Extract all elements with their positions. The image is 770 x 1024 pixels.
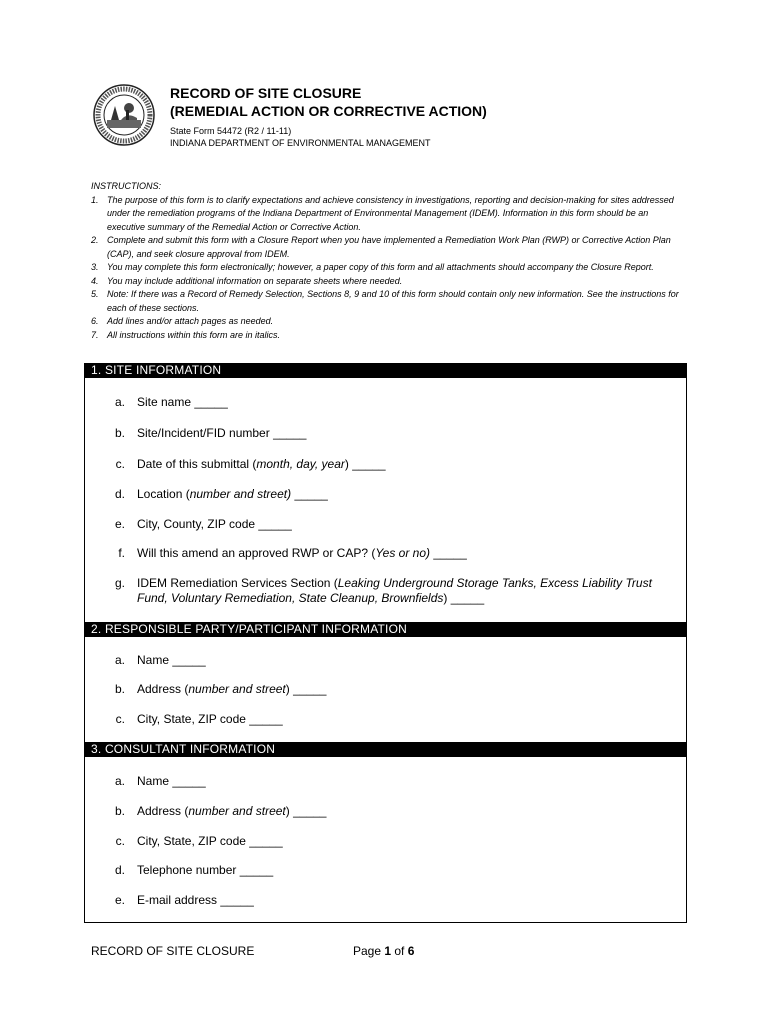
- site-id-input[interactable]: _____: [273, 426, 307, 440]
- form-title-line2: (REMEDIAL ACTION OR CORRECTIVE ACTION): [170, 103, 487, 119]
- consultant-name-input[interactable]: _____: [172, 774, 206, 788]
- instructions-heading: INSTRUCTIONS:: [91, 181, 162, 191]
- section-header: 3. CONSULTANT INFORMATION: [85, 742, 686, 757]
- consultant-city-state-zip-input[interactable]: _____: [249, 834, 283, 848]
- form-title-line1: RECORD OF SITE CLOSURE: [170, 85, 362, 101]
- field-remediation-section: g. IDEM Remediation Services Section (Leaking Underground Storage Tanks, Excess Liability Trust Fund, Voluntary Remediation, State Cleanup, Brownfields) _____: [114, 576, 652, 605]
- field-party-address: b. Address (number and street) _____: [114, 682, 327, 696]
- section-site-information: [84, 363, 687, 622]
- consultant-address-input[interactable]: _____: [293, 804, 327, 818]
- location-input[interactable]: _____: [294, 487, 328, 501]
- remediation-section-input[interactable]: _____: [450, 591, 485, 605]
- instruction-item: 3. You may complete this form electronically; however, a paper copy of this form and all attachments should accompany the Closure Report.: [91, 262, 654, 272]
- field-consultant-telephone: d. Telephone number _____: [114, 863, 274, 877]
- instruction-item: 4. You may include additional information on separate sheets where needed.: [91, 275, 403, 286]
- section-header: 1. SITE INFORMATION: [85, 363, 686, 378]
- submittal-date-input[interactable]: _____: [352, 457, 386, 471]
- field-consultant-name: a. Name _____: [114, 774, 206, 788]
- instruction-item: 1. The purpose of this form is to clarify expectations and achieve consistency in investigations, reporting and decision-making for sites addressed under the remediation programs of the Indiana Department of Environmental Management (IDEM). Information in this form should be an executive summary of the Remedial Action or Corrective Action.: [91, 194, 674, 232]
- field-consultant-city-state-zip: c. City, State, ZIP code _____: [115, 834, 283, 848]
- section-header: 2. RESPONSIBLE PARTY/PARTICIPANT INFORMATION: [85, 622, 686, 637]
- form-number: State Form 54472 (R2 / 11-11): [170, 126, 292, 136]
- site-name-input[interactable]: _____: [194, 395, 228, 409]
- field-consultant-email: e. E-mail address _____: [114, 893, 254, 907]
- instruction-item: 7. All instructions within this form are in italics.: [91, 329, 281, 340]
- party-city-state-zip-input[interactable]: _____: [249, 712, 283, 726]
- field-consultant-address: b. Address (number and street) _____: [114, 804, 327, 818]
- consultant-telephone-input[interactable]: _____: [239, 863, 274, 877]
- field-party-name: a. Name _____: [114, 653, 206, 667]
- indiana-state-seal: [93, 84, 155, 146]
- party-address-input[interactable]: _____: [293, 682, 327, 696]
- instruction-item: 6. Add lines and/or attach pages as needed.: [91, 316, 274, 326]
- field-amend-rwp-cap: f. Will this amend an approved RWP or CAP? (Yes or no) _____: [118, 546, 467, 560]
- city-county-zip-input[interactable]: _____: [258, 517, 292, 531]
- amend-rwp-cap-input[interactable]: _____: [433, 546, 467, 560]
- field-city-county-zip: e. City, County, ZIP code _____: [114, 517, 292, 531]
- form-bottom-rule: [84, 922, 687, 923]
- field-party-city-state-zip: c. City, State, ZIP code _____: [115, 712, 283, 726]
- party-name-input[interactable]: _____: [172, 653, 206, 667]
- instructions: [91, 180, 686, 342]
- footer-title: RECORD OF SITE CLOSURE: [91, 944, 255, 958]
- field-submittal-date: c. Date of this submittal (month, day, year) _____: [115, 457, 386, 471]
- agency-name: INDIANA DEPARTMENT OF ENVIRONMENTAL MANAGEMENT: [170, 138, 431, 148]
- consultant-email-input[interactable]: _____: [220, 893, 254, 907]
- page-number: Page 1 of 6: [353, 944, 415, 958]
- instruction-item: 5. Note: If there was a Record of Remedy Selection, Sections 8, 9 and 10 of this form should contain only new information. See the instructions for each of these sections.: [91, 289, 679, 313]
- field-site-id: b. Site/Incident/FID number _____: [114, 426, 307, 440]
- section-consultant: [84, 742, 687, 922]
- instruction-item: 2. Complete and submit this form with a Closure Report when you have implemented a Remediation Work Plan (RWP) or Corrective Action Plan (CAP), and seek closure approval from IDEM.: [91, 235, 671, 259]
- field-site-name: a. Site name _____: [114, 395, 228, 409]
- field-location: d. Location (number and street) _____: [114, 487, 328, 501]
- section-responsible-party: [84, 622, 687, 742]
